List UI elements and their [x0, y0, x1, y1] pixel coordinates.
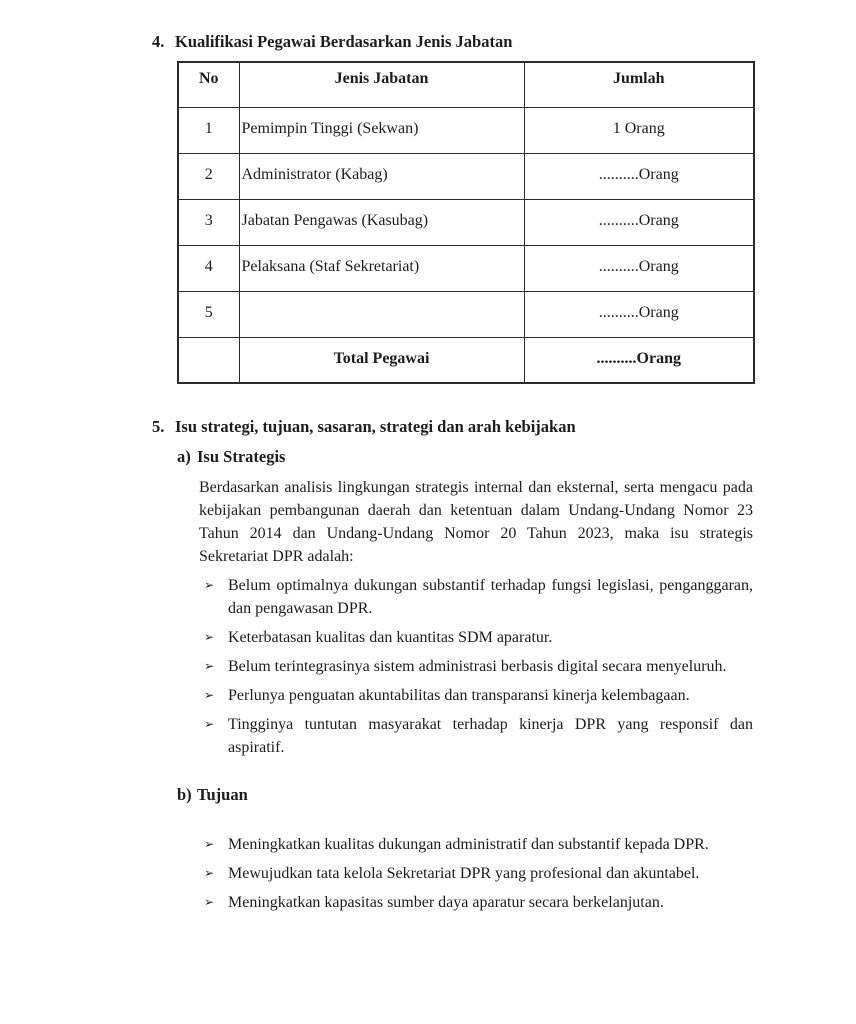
subsection-b-label: b): [177, 785, 192, 804]
isu-strategis-list: [204, 574, 753, 759]
cell-jumlah: ..........Orang: [524, 245, 754, 291]
table-total-row: [178, 337, 754, 383]
table-header-row: [178, 62, 754, 107]
list-item-text: Belum terintegrasinya sistem administrasi berbasis digital secara menyeluruh.: [228, 658, 727, 675]
list-item-text: Meningkatkan kualitas dukungan administratif dan substantif kepada DPR.: [228, 836, 709, 853]
arrow-bullet-icon: ➢: [204, 866, 215, 880]
list-item: [204, 626, 753, 649]
column-header-jabatan: Jenis Jabatan: [239, 62, 524, 107]
cell-jumlah: ..........Orang: [524, 199, 754, 245]
list-item: [204, 833, 753, 856]
list-item: [204, 684, 753, 707]
list-item-text: Belum optimalnya dukungan substantif terhadap fungsi legislasi, penganggaran, dan pengawasan DPR.: [228, 577, 753, 617]
total-pegawai-value: ..........Orang: [524, 337, 754, 383]
cell-no: 1: [178, 107, 239, 153]
cell-jumlah: 1 Orang: [524, 107, 754, 153]
list-item-text: Keterbatasan kualitas dan kuantitas SDM aparatur.: [228, 629, 553, 646]
cell-jumlah: ..........Orang: [524, 291, 754, 337]
arrow-bullet-icon: ➢: [204, 895, 215, 909]
arrow-bullet-icon: ➢: [204, 837, 215, 851]
section-4-number: 4.: [152, 32, 165, 51]
section-5-number: 5.: [152, 417, 165, 436]
list-item-text: Tingginya tuntutan masyarakat terhadap kinerja DPR yang responsif dan aspiratif.: [228, 716, 753, 756]
section-4-title: Kualifikasi Pegawai Berdasarkan Jenis Jabatan: [175, 32, 513, 51]
list-item: [204, 655, 753, 678]
arrow-bullet-icon: ➢: [204, 659, 215, 673]
cell-no: 3: [178, 199, 239, 245]
column-header-jumlah: Jumlah: [524, 62, 754, 107]
table-row: [178, 199, 754, 245]
arrow-bullet-icon: ➢: [204, 578, 215, 592]
list-item: [204, 574, 753, 620]
subsection-a-title: Isu Strategis: [197, 447, 286, 466]
list-item-text: Perlunya penguatan akuntabilitas dan transparansi kinerja kelembagaan.: [228, 687, 690, 704]
arrow-bullet-icon: ➢: [204, 630, 215, 644]
cell-no: 2: [178, 153, 239, 199]
cell-jabatan: [239, 291, 524, 337]
list-item: [204, 862, 753, 885]
cell-no: 5: [178, 291, 239, 337]
staff-qualification-table: [177, 61, 755, 384]
list-item-text: Mewujudkan tata kelola Sekretariat DPR yang profesional dan akuntabel.: [228, 865, 700, 882]
tujuan-list: [204, 833, 753, 914]
cell-jabatan: Pemimpin Tinggi (Sekwan): [239, 107, 524, 153]
cell-no: 4: [178, 245, 239, 291]
section-5-title: Isu strategi, tujuan, sasaran, strategi dan arah kebijakan: [175, 417, 576, 436]
isu-strategis-intro-paragraph: Berdasarkan analisis lingkungan strategis internal dan eksternal, serta mengacu pada kebijakan pembangunan daerah dan ketentuan dalam Undang-Undang Nomor 23 Tahun 2014 dan Undang-Undang Nomor 20 Tahun 2023, maka isu strategis Sekretariat DPR adalah:: [199, 479, 753, 565]
section-4-heading: [152, 33, 753, 51]
total-pegawai-label: Total Pegawai: [239, 337, 524, 383]
table-row: [178, 245, 754, 291]
subsection-a-heading: [177, 448, 753, 466]
section-5-heading: [152, 418, 753, 436]
table-row: [178, 153, 754, 199]
cell-jabatan: Jabatan Pengawas (Kasubag): [239, 199, 524, 245]
cell-jabatan: Pelaksana (Staf Sekretariat): [239, 245, 524, 291]
arrow-bullet-icon: ➢: [204, 688, 215, 702]
section-5: [152, 418, 753, 914]
cell-no-empty: [178, 337, 239, 383]
list-item-text: Meningkatkan kapasitas sumber daya aparatur secara berkelanjutan.: [228, 894, 664, 911]
table-row: [178, 107, 754, 153]
column-header-no: No: [178, 62, 239, 107]
list-item: [204, 891, 753, 914]
arrow-bullet-icon: ➢: [204, 717, 215, 731]
cell-jumlah: ..........Orang: [524, 153, 754, 199]
list-item: [204, 713, 753, 759]
subsection-a-label: a): [177, 447, 191, 466]
subsection-b-heading: [177, 786, 753, 804]
table-row: [178, 291, 754, 337]
cell-jabatan: Administrator (Kabag): [239, 153, 524, 199]
subsection-b-title: Tujuan: [197, 785, 248, 804]
